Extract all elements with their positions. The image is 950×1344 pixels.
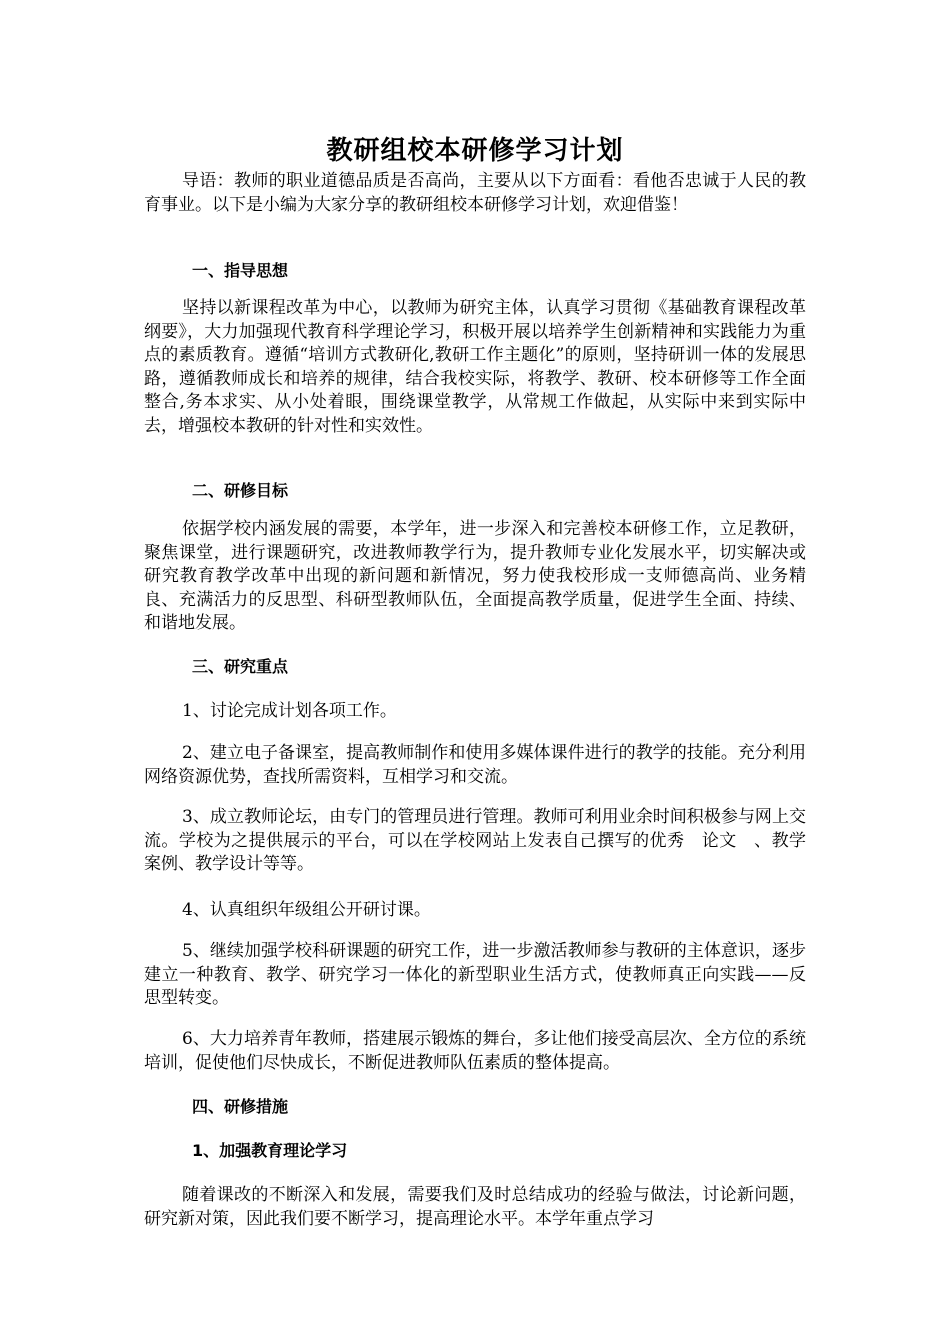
document-title: 教研组校本研修学习计划 bbox=[326, 136, 624, 167]
research-focus-item-5: 5、继续加强学校科研课题的研究工作，进一步激活教师参与教研的主体意识，逐步建立一种教育、教学、研究学习一体化的新型职业生活方式，使教师真正向实践——反思型转变。 bbox=[144, 941, 806, 1008]
measures-subheading-theory-study: 1、加强教育理论学习 bbox=[192, 1141, 348, 1160]
section-heading-research-focus: 三、研究重点 bbox=[192, 657, 289, 676]
research-focus-item-3: 3、成立教师论坛，由专门的管理员进行管理。教师可利用业余时间积极参与网上交流。学校为之提供展示的平台，可以在学校网站上发表自己撰写的优秀 论文 、教学案例、教学设计等等。 bbox=[144, 807, 806, 874]
research-focus-item-6: 6、大力培养青年教师，搭建展示锻炼的舞台，多让他们接受高层次、全方位的系统培训，促使他们尽快成长，不断促进教师队伍素质的整体提高。 bbox=[144, 1029, 806, 1073]
research-focus-item-4: 4、认真组织年级组公开研讨课。 bbox=[182, 900, 431, 920]
section-heading-goals: 二、研修目标 bbox=[192, 481, 289, 500]
section-heading-measures: 四、研修措施 bbox=[192, 1097, 289, 1116]
research-focus-item-2: 2、建立电子备课室，提高教师制作和使用多媒体课件进行的教学的技能。充分利用网络资源优势，查找所需资料，互相学习和交流。 bbox=[144, 743, 806, 787]
section-heading-guiding-ideology: 一、指导思想 bbox=[192, 261, 289, 280]
goals-paragraph: 依据学校内涵发展的需要，本学年，进一步深入和完善校本研修工作，立足教研，聚焦课堂，进行课题研究，改进教师教学行为，提升教师专业化发展水平，切实解决或研究教育教学改革中出现的新问题和新情况，努力使我校形成一支师德高尚、业务精良、充满活力的反思型、科研型教师队伍，全面提高教学质量，促进学生全面、持续、和谐地发展。 bbox=[144, 519, 806, 633]
research-focus-item-1: 1、讨论完成计划各项工作。 bbox=[182, 701, 397, 721]
guiding-ideology-paragraph: 坚持以新课程改革为中心，以教师为研究主体，认真学习贯彻《基础教育课程改革纲要》，大力加强现代教育科学理论学习，积极开展以培养学生创新精神和实践能力为重点的素质教育。遵循“培训方式教研化,教研工作主题化”的原则，坚持研训一体的发展思路，遵循教师成长和培养的规律，结合我校实际，将教学、教研、校本研修等工作全面整合,务本求实、从小处着眼，围绕课堂教学，从常规工作做起，从实际中来到实际中去，增强校本教研的针对性和实效性。 bbox=[144, 298, 806, 436]
measures-paragraph: 随着课改的不断深入和发展，需要我们及时总结成功的经验与做法，讨论新问题，研究新对策，因此我们要不断学习，提高理论水平。本学年重点学习 bbox=[144, 1185, 806, 1229]
intro-paragraph: 导语：教师的职业道德品质是否高尚，主要从以下方面看：看他否忠诚于人民的教育事业。以下是小编为大家分享的教研组校本研修学习计划，欢迎借鉴！ bbox=[144, 171, 806, 215]
